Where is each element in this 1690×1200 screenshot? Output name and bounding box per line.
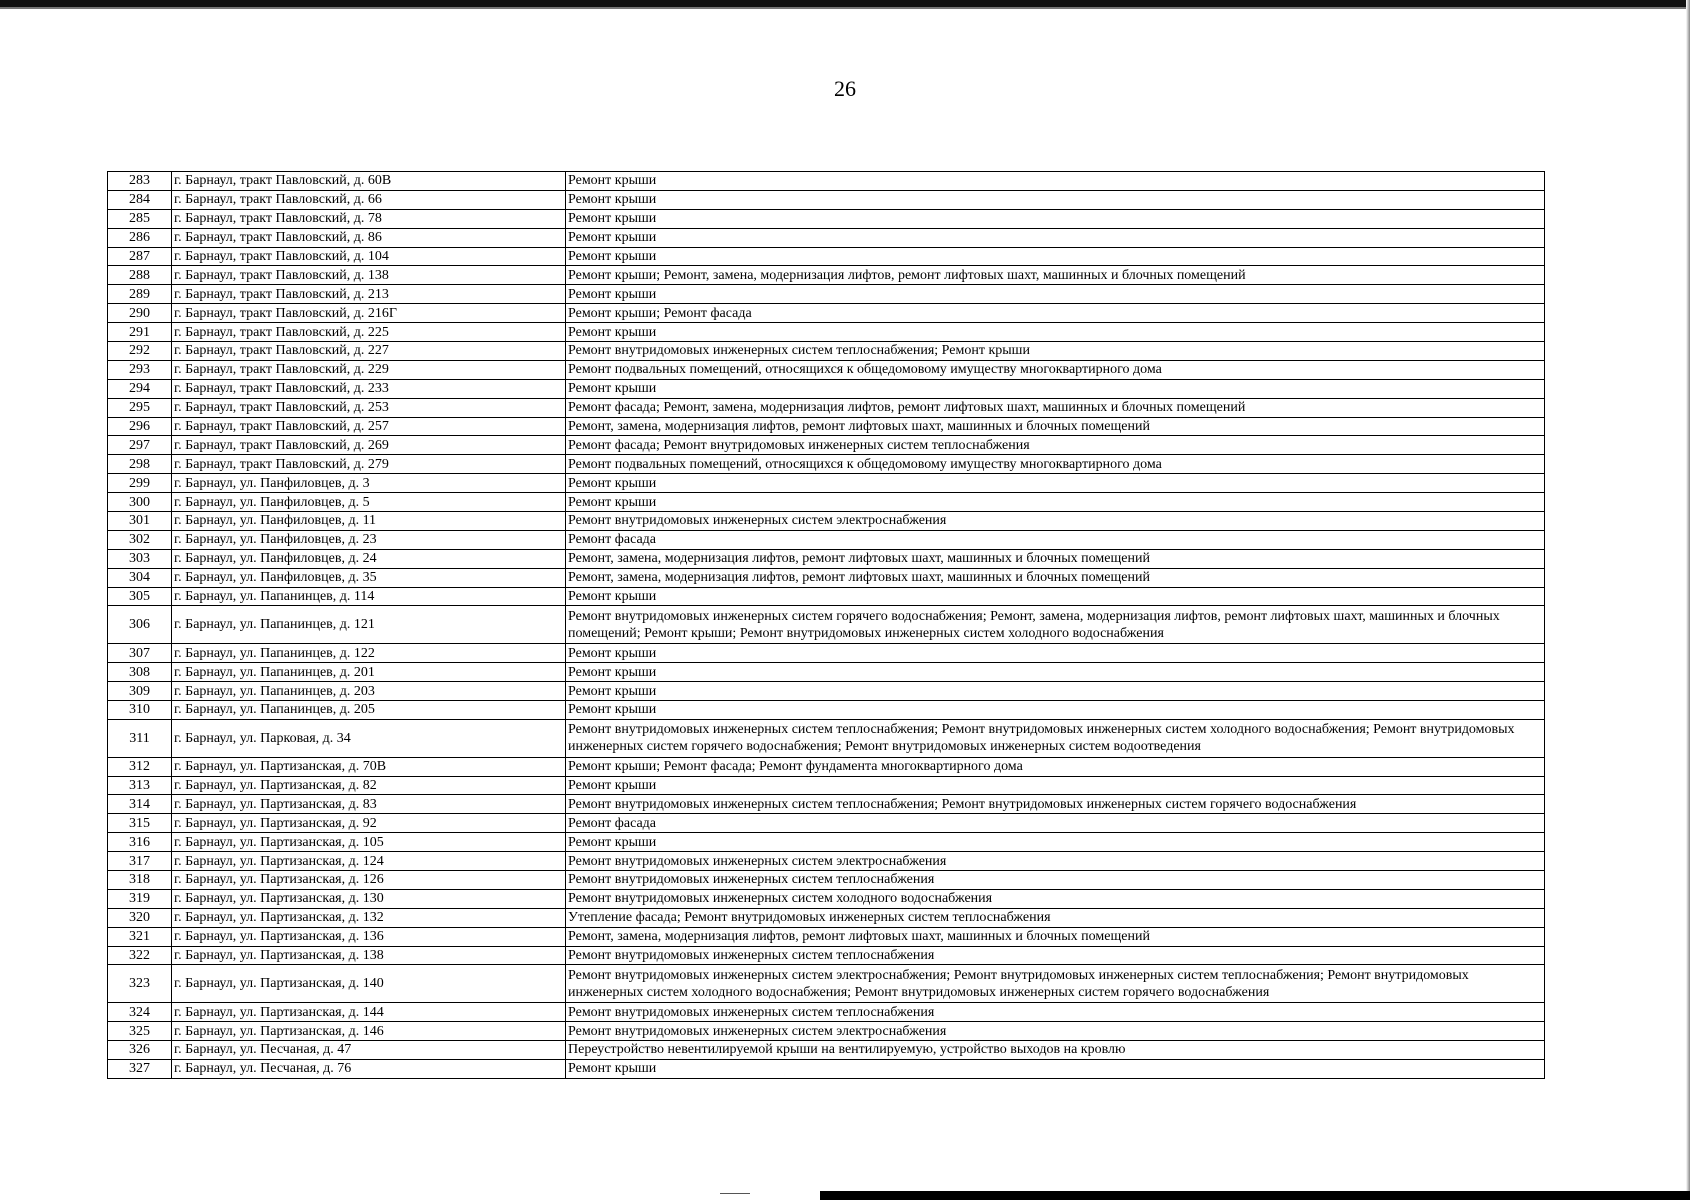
row-number-cell: 323 [108,965,172,1003]
works-cell: Ремонт крыши [566,663,1545,682]
works-cell: Ремонт крыши [566,379,1545,398]
table-row [108,814,1545,833]
works-cell: Утепление фасада; Ремонт внутридомовых инженерных систем теплоснабжения [566,908,1545,927]
works-cell: Ремонт внутридомовых инженерных систем электроснабжения [566,1022,1545,1041]
page-number: 26 [834,76,856,101]
scan-edge-top-shadow [0,7,1690,9]
address-cell: г. Барнаул, ул. Панфиловцев, д. 5 [172,493,566,512]
address-cell: г. Барнаул, тракт Павловский, д. 86 [172,228,566,247]
works-cell: Ремонт крыши [566,682,1545,701]
address-cell: г. Барнаул, тракт Павловский, д. 78 [172,209,566,228]
table-row [108,965,1545,1003]
row-number-cell: 311 [108,719,172,757]
address-cell: г. Барнаул, ул. Песчаная, д. 47 [172,1041,566,1060]
row-number-cell: 325 [108,1022,172,1041]
works-cell: Ремонт крыши [566,644,1545,663]
address-cell: г. Барнаул, ул. Папанинцев, д. 201 [172,663,566,682]
address-cell: г. Барнаул, тракт Павловский, д. 138 [172,266,566,285]
table-row [108,379,1545,398]
address-cell: г. Барнаул, ул. Партизанская, д. 144 [172,1003,566,1022]
address-cell: г. Барнаул, ул. Панфиловцев, д. 24 [172,549,566,568]
row-number-cell: 316 [108,833,172,852]
address-cell: г. Барнаул, тракт Павловский, д. 216Г [172,304,566,323]
row-number-cell: 317 [108,852,172,871]
table-row [108,512,1545,531]
address-cell: г. Барнаул, ул. Папанинцев, д. 121 [172,606,566,644]
works-cell: Ремонт крыши [566,209,1545,228]
row-number-cell: 322 [108,946,172,965]
works-cell: Ремонт подвальных помещений, относящихся к общедомовому имуществу многоквартирного дома [566,455,1545,474]
address-cell: г. Барнаул, ул. Партизанская, д. 124 [172,852,566,871]
row-number-cell: 326 [108,1041,172,1060]
row-number-cell: 314 [108,795,172,814]
row-number-cell: 300 [108,493,172,512]
works-cell: Ремонт внутридомовых инженерных систем электроснабжения; Ремонт внутридомовых инженерных систем теплоснабжения; Ремонт внутридомовых инженерных систем холодного водоснабжения; Ремонт внутридомовых инженерных систем горячего водоснабжения [566,965,1545,1003]
address-cell: г. Барнаул, ул. Папанинцев, д. 122 [172,644,566,663]
row-number-cell: 309 [108,682,172,701]
scan-mark [720,1193,750,1194]
row-number-cell: 298 [108,455,172,474]
works-cell: Ремонт крыши [566,587,1545,606]
works-cell: Ремонт крыши [566,1059,1545,1078]
address-cell: г. Барнаул, тракт Павловский, д. 253 [172,398,566,417]
row-number-cell: 327 [108,1059,172,1078]
works-cell: Ремонт подвальных помещений, относящихся к общедомовому имуществу многоквартирного дома [566,360,1545,379]
row-number-cell: 305 [108,587,172,606]
table-row [108,587,1545,606]
works-cell: Ремонт внутридомовых инженерных систем горячего водоснабжения; Ремонт, замена, модернизация лифтов, ремонт лифтовых шахт, машинных и блочных помещений; Ремонт крыши; Ремонт внутридомовых инженерных систем холодного водоснабжения [566,606,1545,644]
address-cell: г. Барнаул, тракт Павловский, д. 229 [172,360,566,379]
address-cell: г. Барнаул, ул. Партизанская, д. 82 [172,776,566,795]
row-number-cell: 285 [108,209,172,228]
table-row [108,549,1545,568]
address-cell: г. Барнаул, ул. Партизанская, д. 138 [172,946,566,965]
works-cell: Ремонт внутридомовых инженерных систем теплоснабжения; Ремонт внутридомовых инженерных систем горячего водоснабжения [566,795,1545,814]
table-row [108,946,1545,965]
works-cell: Ремонт крыши [566,247,1545,266]
table-row [108,266,1545,285]
works-cell: Ремонт внутридомовых инженерных систем электроснабжения [566,852,1545,871]
row-number-cell: 290 [108,304,172,323]
table-row [108,776,1545,795]
address-cell: г. Барнаул, ул. Партизанская, д. 140 [172,965,566,1003]
table-row [108,795,1545,814]
table-row [108,1041,1545,1060]
table-row [108,209,1545,228]
works-cell: Ремонт, замена, модернизация лифтов, ремонт лифтовых шахт, машинных и блочных помещений [566,417,1545,436]
row-number-cell: 315 [108,814,172,833]
table-row [108,700,1545,719]
row-number-cell: 295 [108,398,172,417]
table-row [108,852,1545,871]
table-row [108,304,1545,323]
table-row [108,663,1545,682]
table-row [108,172,1545,191]
row-number-cell: 294 [108,379,172,398]
works-cell: Ремонт внутридомовых инженерных систем теплоснабжения [566,870,1545,889]
address-cell: г. Барнаул, тракт Павловский, д. 225 [172,323,566,342]
row-number-cell: 286 [108,228,172,247]
row-number-cell: 291 [108,323,172,342]
row-number-cell: 324 [108,1003,172,1022]
table-row [108,474,1545,493]
address-cell: г. Барнаул, тракт Павловский, д. 213 [172,285,566,304]
row-number-cell: 299 [108,474,172,493]
works-cell: Ремонт фасада; Ремонт внутридомовых инженерных систем теплоснабжения [566,436,1545,455]
works-cell: Ремонт крыши [566,493,1545,512]
table-row [108,757,1545,776]
table-row [108,1059,1545,1078]
works-cell: Ремонт фасада [566,814,1545,833]
works-cell: Ремонт внутридомовых инженерных систем холодного водоснабжения [566,889,1545,908]
works-cell: Ремонт внутридомовых инженерных систем теплоснабжения [566,946,1545,965]
address-cell: г. Барнаул, ул. Панфиловцев, д. 23 [172,530,566,549]
row-number-cell: 304 [108,568,172,587]
row-number-cell: 302 [108,530,172,549]
works-cell: Ремонт внутридомовых инженерных систем теплоснабжения; Ремонт внутридомовых инженерных систем холодного водоснабжения; Ремонт внутридомовых инженерных систем горячего водоснабжения; Ремонт внутридомовых инженерных систем водоотведения [566,719,1545,757]
table-row [108,493,1545,512]
table-row [108,247,1545,266]
table-row [108,606,1545,644]
address-cell: г. Барнаул, тракт Павловский, д. 257 [172,417,566,436]
address-cell: г. Барнаул, тракт Павловский, д. 60В [172,172,566,191]
table-row [108,190,1545,209]
address-cell: г. Барнаул, тракт Павловский, д. 269 [172,436,566,455]
address-cell: г. Барнаул, ул. Партизанская, д. 146 [172,1022,566,1041]
works-cell: Ремонт крыши [566,285,1545,304]
table-row [108,833,1545,852]
works-cell: Ремонт, замена, модернизация лифтов, ремонт лифтовых шахт, машинных и блочных помещений [566,927,1545,946]
table-row [108,360,1545,379]
address-cell: г. Барнаул, ул. Папанинцев, д. 205 [172,700,566,719]
table-row [108,644,1545,663]
row-number-cell: 303 [108,549,172,568]
works-cell: Ремонт, замена, модернизация лифтов, ремонт лифтовых шахт, машинных и блочных помещений [566,549,1545,568]
row-number-cell: 289 [108,285,172,304]
table-row [108,889,1545,908]
scan-edge-bottom [820,1191,1690,1200]
row-number-cell: 297 [108,436,172,455]
row-number-cell: 292 [108,342,172,361]
address-cell: г. Барнаул, тракт Павловский, д. 227 [172,342,566,361]
works-cell: Ремонт крыши; Ремонт, замена, модернизация лифтов, ремонт лифтовых шахт, машинных и блочных помещений [566,266,1545,285]
works-cell: Ремонт внутридомовых инженерных систем теплоснабжения; Ремонт крыши [566,342,1545,361]
table-row [108,530,1545,549]
table-row [108,908,1545,927]
works-cell: Ремонт крыши [566,323,1545,342]
row-number-cell: 293 [108,360,172,379]
row-number-cell: 313 [108,776,172,795]
row-number-cell: 306 [108,606,172,644]
address-cell: г. Барнаул, ул. Партизанская, д. 136 [172,927,566,946]
address-cell: г. Барнаул, ул. Партизанская, д. 126 [172,870,566,889]
works-cell: Ремонт фасада; Ремонт, замена, модернизация лифтов, ремонт лифтовых шахт, машинных и блочных помещений [566,398,1545,417]
address-cell: г. Барнаул, ул. Партизанская, д. 105 [172,833,566,852]
address-cell: г. Барнаул, ул. Песчаная, д. 76 [172,1059,566,1078]
table-row [108,927,1545,946]
table-row [108,455,1545,474]
works-cell: Ремонт крыши; Ремонт фасада; Ремонт фундамента многоквартирного дома [566,757,1545,776]
works-cell: Ремонт крыши [566,833,1545,852]
works-cell: Ремонт крыши [566,190,1545,209]
address-cell: г. Барнаул, ул. Парковая, д. 34 [172,719,566,757]
row-number-cell: 307 [108,644,172,663]
table-row [108,285,1545,304]
table-row [108,682,1545,701]
table-body [108,172,1545,1079]
row-number-cell: 319 [108,889,172,908]
table-row [108,568,1545,587]
table-row [108,342,1545,361]
address-cell: г. Барнаул, тракт Павловский, д. 233 [172,379,566,398]
works-cell: Ремонт крыши [566,776,1545,795]
row-number-cell: 321 [108,927,172,946]
address-cell: г. Барнаул, ул. Партизанская, д. 132 [172,908,566,927]
scan-edge-right [1686,0,1690,1200]
row-number-cell: 318 [108,870,172,889]
row-number-cell: 283 [108,172,172,191]
address-cell: г. Барнаул, тракт Павловский, д. 104 [172,247,566,266]
table-row [108,1022,1545,1041]
address-cell: г. Барнаул, ул. Партизанская, д. 130 [172,889,566,908]
works-cell: Ремонт крыши; Ремонт фасада [566,304,1545,323]
works-cell: Ремонт крыши [566,700,1545,719]
table-row [108,719,1545,757]
table-row [108,436,1545,455]
row-number-cell: 308 [108,663,172,682]
buildings-table [107,171,1545,1079]
works-cell: Ремонт крыши [566,474,1545,493]
works-cell: Ремонт фасада [566,530,1545,549]
address-cell: г. Барнаул, тракт Павловский, д. 66 [172,190,566,209]
works-cell: Переустройство невентилируемой крыши на вентилируемую, устройство выходов на кровлю [566,1041,1545,1060]
row-number-cell: 301 [108,512,172,531]
scan-edge-top [0,0,1690,7]
row-number-cell: 310 [108,700,172,719]
address-cell: г. Барнаул, тракт Павловский, д. 279 [172,455,566,474]
works-cell: Ремонт внутридомовых инженерных систем теплоснабжения [566,1003,1545,1022]
table-row [108,1003,1545,1022]
address-cell: г. Барнаул, ул. Папанинцев, д. 203 [172,682,566,701]
table-row [108,870,1545,889]
row-number-cell: 288 [108,266,172,285]
address-cell: г. Барнаул, ул. Панфиловцев, д. 11 [172,512,566,531]
address-cell: г. Барнаул, ул. Партизанская, д. 92 [172,814,566,833]
row-number-cell: 287 [108,247,172,266]
address-cell: г. Барнаул, ул. Панфиловцев, д. 3 [172,474,566,493]
row-number-cell: 296 [108,417,172,436]
address-cell: г. Барнаул, ул. Партизанская, д. 83 [172,795,566,814]
works-cell: Ремонт крыши [566,172,1545,191]
row-number-cell: 320 [108,908,172,927]
address-cell: г. Барнаул, ул. Партизанская, д. 70В [172,757,566,776]
table-row [108,398,1545,417]
table-row [108,228,1545,247]
table-row [108,417,1545,436]
works-cell: Ремонт, замена, модернизация лифтов, ремонт лифтовых шахт, машинных и блочных помещений [566,568,1545,587]
address-cell: г. Барнаул, ул. Папанинцев, д. 114 [172,587,566,606]
row-number-cell: 312 [108,757,172,776]
address-cell: г. Барнаул, ул. Панфиловцев, д. 35 [172,568,566,587]
table-row [108,323,1545,342]
works-cell: Ремонт крыши [566,228,1545,247]
works-cell: Ремонт внутридомовых инженерных систем электроснабжения [566,512,1545,531]
row-number-cell: 284 [108,190,172,209]
